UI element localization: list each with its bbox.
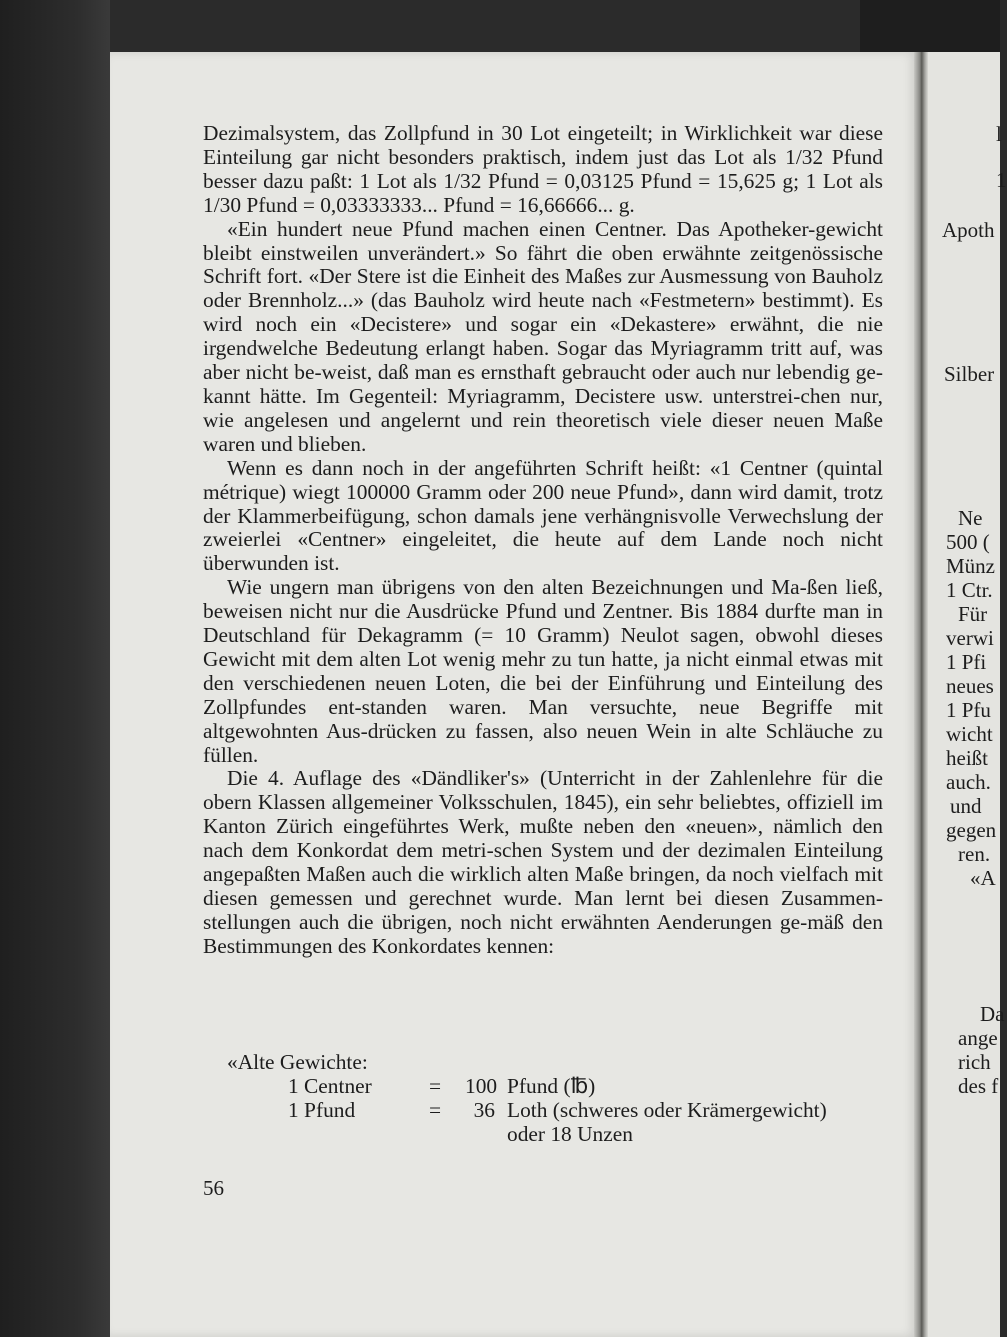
facing-page-fragment: Da — [980, 1002, 1005, 1026]
paragraph: Die 4. Auflage des «Dändliker's» (Unterricht in der Zahlenlehre für die obern Klassen allgemeiner Volksschulen, 1845), ein sehr beliebtes, offiziell im Kanton Zürich eingeführtes Werk, mußte neben den «neuen», nämlich den nach dem Konkordat dem metri-schen System und der dezimalen Einteilung angepaßten Maßen auch die wirklich alten Maße bringen, da noch vielfach mit diesen gemessen und gerechnet wurde. Man lernt bei diesen Zusammen-stellungen auch die übrigen, noch nicht erwähnten Aenderungen ge-mäß den Bestimmungen des Konkordates kennen: — [203, 766, 883, 958]
facing-page-fragment: rich — [958, 1050, 991, 1074]
facing-page-fragment: Münz — [946, 554, 995, 578]
weights-heading: «Alte Gewichte: — [227, 1050, 368, 1074]
facing-page-fragment: Für — [958, 602, 988, 626]
weight-unit: 1 Centner — [288, 1074, 372, 1098]
weights-table — [203, 1050, 903, 1146]
facing-page-fragment: Ne — [958, 506, 983, 530]
facing-page-fragment: des f — [958, 1074, 999, 1098]
facing-page-fragment: neues — [946, 674, 994, 698]
weight-value: Pfund (℔) — [507, 1074, 596, 1098]
facing-page-fragment: «A — [970, 866, 996, 890]
paragraph: «Ein hundert neue Pfund machen einen Centner. Das Apotheker-gewicht bleibt einstweilen unverändert.» So fährt die oben erwähnte zeitgenössische Schrift fort. «Der Stere ist die Einheit des Maßes zur Ausmessung von Bauholz oder Brennholz...» (das Bauholz wird heute nach «Festmetern» bestimmt). Es wird noch ein «Decistere» und sogar ein «Dekastere» erwähnt, die nie irgendwelche Bedeutung erlangt haben. Sogar das Myriagramm tritt auf, was aber nicht be-weist, daß man es ernsthaft gebraucht oder auch nur lebendig ge-kannt hätte. Im Gegenteil: Myriagramm, Decistere usw. unterstrei-chen nur, wie angelesen und angelernt und rein theoretisch viele dieser neuen Maße waren und blieben. — [203, 216, 883, 456]
weights-row — [203, 1074, 903, 1098]
facing-page-fragment: 1 Ctr. — [946, 578, 993, 602]
facing-page-fragment: 1 Pfu — [946, 698, 991, 722]
scan-background-left — [0, 0, 110, 1337]
facing-page-fragment: Apoth — [942, 218, 995, 242]
weight-unit: 1 Pfund — [288, 1098, 356, 1122]
facing-page-fragment: 1 Pfi — [946, 650, 987, 674]
weight-continuation: oder 18 Unzen — [507, 1122, 633, 1146]
equals-sign: = — [429, 1074, 442, 1098]
scan-background-top-right — [860, 0, 1000, 60]
page-number: 56 — [203, 1176, 224, 1200]
facing-page-fragment: Silber — [944, 362, 995, 386]
weights-row — [203, 1098, 903, 1122]
weight-value: Loth (schweres oder Krämergewicht) — [507, 1098, 827, 1122]
body-text — [203, 122, 883, 959]
book-gutter — [914, 52, 928, 1337]
weights-continuation-row — [203, 1122, 903, 1146]
facing-page-fragment: ren. — [958, 842, 991, 866]
weight-amount: 100 — [465, 1074, 498, 1098]
facing-page-fragment: verwi — [946, 626, 994, 650]
weight-amount: 36 — [473, 1098, 495, 1122]
paragraph: Wie ungern man übrigens von den alten Bezeichnungen und Ma-ßen ließ, beweisen nicht nur die Ausdrücke Pfund und Zentner. Bis 1884 durfte man in Deutschland für Dekagramm (= 10 Gramm) Neulot sagen, obwohl dieses Gewicht mit dem alten Lot wenig mehr zu tun hatte, ja nicht einmal etwas mit den verschiedenen neuen Loten, die bei der Einführung und Einteilung des Zollpfundes ent-standen waren. Man versuchte, neue Begriffe mit altgewohnten Aus-drücken zu fassen, also neuen Wein in alte Schläuche zu füllen. — [203, 575, 883, 767]
paragraph: Wenn es dann noch in der angeführten Schrift heißt: «1 Centner (quintal métrique) wiegt 100000 Gramm oder 200 neue Pfund», dann wird damit, trotz der Klammerbeifügung, schon damals jene verhängnisvolle Verwechslung der zweierlei «Centner» eingeleitet, die heute auf dem Lande noch nicht überwunden ist. — [203, 455, 883, 576]
facing-page-fragment: auch. — [946, 770, 991, 794]
equals-sign: = — [429, 1098, 442, 1122]
facing-page-fragment: 500 ( — [946, 530, 990, 554]
facing-page-fragment: heißt — [946, 746, 988, 770]
facing-page-fragment: wicht — [946, 722, 993, 746]
facing-page-fragment: l — [996, 122, 1002, 146]
facing-page-fragment: gegen — [946, 818, 997, 842]
facing-page-fragment: ange — [958, 1026, 998, 1050]
facing-page-fragment: und — [950, 794, 982, 818]
weights-heading-row — [203, 1050, 903, 1074]
paragraph: Dezimalsystem, das Zollpfund in 30 Lot eingeteilt; in Wirklichkeit war diese Einteilung gar nicht besonders praktisch, indem just das Lot als 1/32 Pfund besser dazu paßt: 1 Lot als 1/32 Pfund = 0,03125 Pfund = 15,625 g; 1 Lot als 1/30 Pfund = 0,03333333... Pfund = 16,66666... g. — [203, 121, 883, 217]
facing-page-fragment: 1 — [996, 168, 1007, 192]
